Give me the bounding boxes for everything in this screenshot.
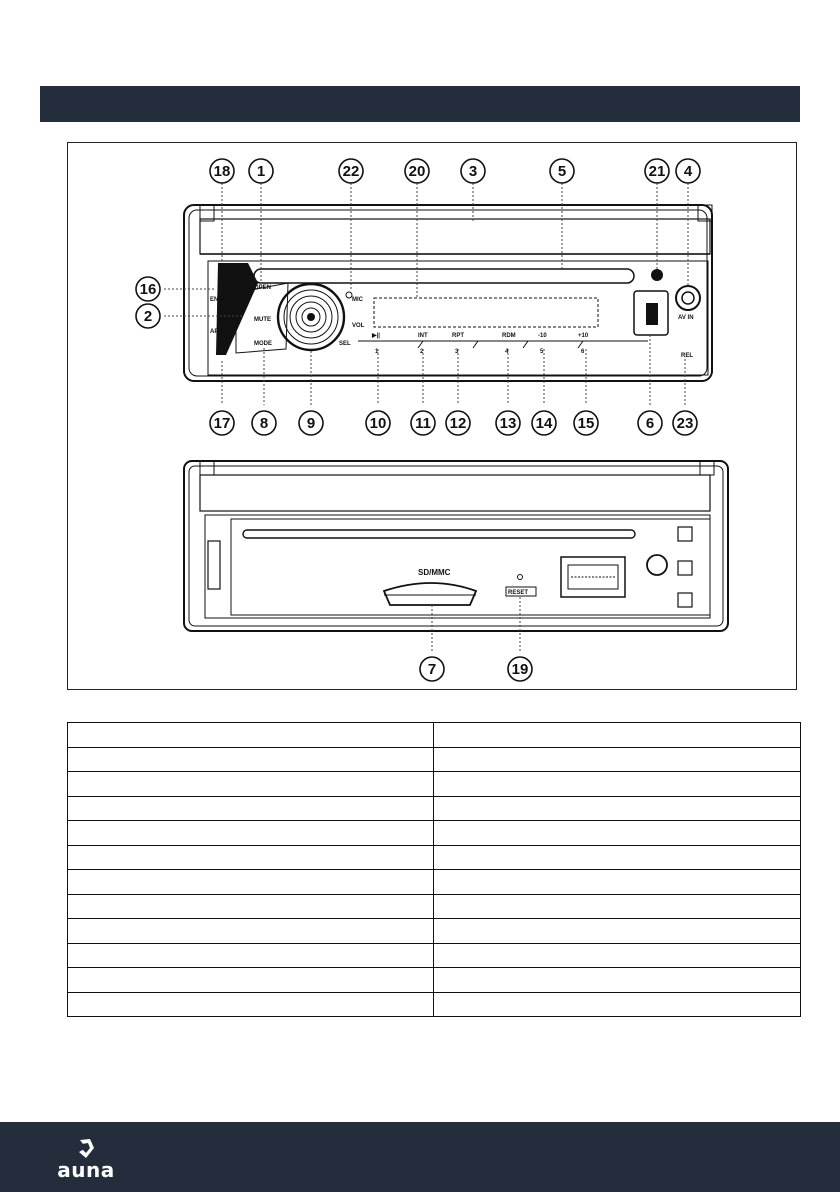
svg-text:5: 5 bbox=[557, 163, 567, 180]
svg-text:3: 3 bbox=[468, 163, 478, 180]
table-cell bbox=[68, 919, 434, 944]
svg-text:18: 18 bbox=[213, 163, 231, 180]
svg-text:8: 8 bbox=[259, 415, 269, 432]
callout-5 bbox=[550, 159, 574, 183]
logo-text: auna bbox=[57, 1158, 115, 1182]
label-num-5: 5 bbox=[540, 349, 544, 355]
table-cell bbox=[434, 723, 801, 748]
callout-13 bbox=[496, 411, 520, 435]
label-reset: RESET bbox=[508, 590, 529, 596]
svg-text:4: 4 bbox=[683, 163, 693, 180]
table-cell bbox=[434, 992, 801, 1017]
label-av-in: AV IN bbox=[678, 315, 694, 321]
callout-11 bbox=[411, 411, 435, 435]
svg-text:21: 21 bbox=[648, 163, 666, 180]
label-num-3: 3 bbox=[455, 349, 459, 355]
callout-4 bbox=[676, 159, 700, 183]
label-rdm: RDM bbox=[502, 333, 516, 339]
callout-20 bbox=[405, 159, 429, 183]
svg-text:2: 2 bbox=[143, 308, 153, 325]
callout-7 bbox=[420, 657, 444, 681]
footer-bar bbox=[0, 1122, 840, 1192]
svg-text:9: 9 bbox=[306, 415, 316, 432]
table-row bbox=[68, 992, 801, 1017]
table-cell bbox=[434, 870, 801, 895]
callout-3 bbox=[461, 159, 485, 183]
svg-text:15: 15 bbox=[577, 415, 595, 432]
front-panel-labels bbox=[210, 285, 694, 359]
callout-12 bbox=[446, 411, 470, 435]
label-open: OPEN bbox=[254, 285, 272, 291]
svg-text:19: 19 bbox=[511, 661, 529, 678]
callout-2 bbox=[136, 304, 160, 328]
callout-14 bbox=[532, 411, 556, 435]
callout-10 bbox=[366, 411, 390, 435]
label-rpt: RPT bbox=[452, 333, 464, 339]
table-cell bbox=[68, 943, 434, 968]
table-row bbox=[68, 919, 801, 944]
table-row bbox=[68, 968, 801, 993]
table-cell bbox=[68, 845, 434, 870]
svg-text:17: 17 bbox=[213, 415, 231, 432]
callout-1 bbox=[249, 159, 273, 183]
label-sd-mmc: SD/MMC bbox=[418, 568, 451, 577]
table-cell bbox=[434, 845, 801, 870]
callout-17 bbox=[210, 411, 234, 435]
table-cell bbox=[68, 821, 434, 846]
label-minus10: -10 bbox=[538, 333, 547, 339]
label-rel: REL bbox=[681, 353, 693, 359]
callout-8 bbox=[252, 411, 276, 435]
svg-text:6: 6 bbox=[645, 415, 655, 432]
callout-23 bbox=[673, 411, 697, 435]
table-cell bbox=[68, 772, 434, 797]
label-plus10: +10 bbox=[578, 333, 589, 339]
svg-text:13: 13 bbox=[499, 415, 517, 432]
table-cell bbox=[68, 894, 434, 919]
table-row bbox=[68, 796, 801, 821]
front-panel bbox=[184, 205, 712, 381]
callout-18 bbox=[210, 159, 234, 183]
table-row bbox=[68, 723, 801, 748]
callout-16 bbox=[136, 277, 160, 301]
table-cell bbox=[68, 796, 434, 821]
table-cell bbox=[68, 968, 434, 993]
table-row bbox=[68, 747, 801, 772]
svg-text:23: 23 bbox=[676, 415, 694, 432]
table-cell bbox=[434, 968, 801, 993]
label-mic: MIC bbox=[352, 297, 363, 303]
label-num-6: 6 bbox=[581, 349, 585, 355]
label-play-pause: ▶|| bbox=[372, 333, 380, 339]
table-cell bbox=[68, 747, 434, 772]
legend-table-body bbox=[68, 723, 801, 1017]
svg-text:1: 1 bbox=[256, 163, 266, 180]
table-cell bbox=[434, 821, 801, 846]
label-num-4: 4 bbox=[505, 349, 509, 355]
auna-logo-icon bbox=[46, 1136, 126, 1160]
label-vol: VOL bbox=[352, 323, 365, 329]
label-int: INT bbox=[418, 333, 428, 339]
auna-logo bbox=[46, 1136, 126, 1182]
callout-22 bbox=[339, 159, 363, 183]
table-cell bbox=[68, 723, 434, 748]
callout-9 bbox=[299, 411, 323, 435]
label-mute: MUTE bbox=[254, 317, 271, 323]
header-bar bbox=[40, 86, 800, 122]
svg-text:14: 14 bbox=[535, 415, 553, 432]
device-diagram-svg bbox=[68, 143, 798, 691]
table-cell bbox=[434, 747, 801, 772]
svg-text:7: 7 bbox=[427, 661, 437, 678]
table-cell bbox=[434, 943, 801, 968]
svg-text:12: 12 bbox=[449, 415, 467, 432]
table-row bbox=[68, 870, 801, 895]
table-cell bbox=[434, 919, 801, 944]
label-aps: APS bbox=[210, 329, 223, 335]
rear-panel bbox=[184, 461, 728, 651]
callout-21 bbox=[645, 159, 669, 183]
device-diagram bbox=[67, 142, 797, 690]
callout-6 bbox=[638, 411, 662, 435]
callout-15 bbox=[574, 411, 598, 435]
table-cell bbox=[434, 772, 801, 797]
label-end: END bbox=[210, 297, 223, 303]
label-mode: MODE bbox=[254, 341, 272, 347]
table-row bbox=[68, 943, 801, 968]
table-row bbox=[68, 821, 801, 846]
table-cell bbox=[434, 894, 801, 919]
label-sel: SEL bbox=[339, 341, 351, 347]
callout-19 bbox=[508, 657, 532, 681]
label-num-2: 2 bbox=[420, 349, 424, 355]
legend-table bbox=[67, 722, 801, 1017]
svg-text:20: 20 bbox=[408, 163, 426, 180]
table-row bbox=[68, 845, 801, 870]
svg-text:11: 11 bbox=[415, 415, 431, 432]
label-num-1: 1 bbox=[375, 349, 379, 355]
svg-text:22: 22 bbox=[342, 163, 360, 180]
svg-text:10: 10 bbox=[369, 415, 387, 432]
table-row bbox=[68, 772, 801, 797]
table-cell bbox=[68, 870, 434, 895]
svg-text:16: 16 bbox=[139, 281, 157, 298]
table-row bbox=[68, 894, 801, 919]
table-cell bbox=[68, 992, 434, 1017]
table-cell bbox=[434, 796, 801, 821]
